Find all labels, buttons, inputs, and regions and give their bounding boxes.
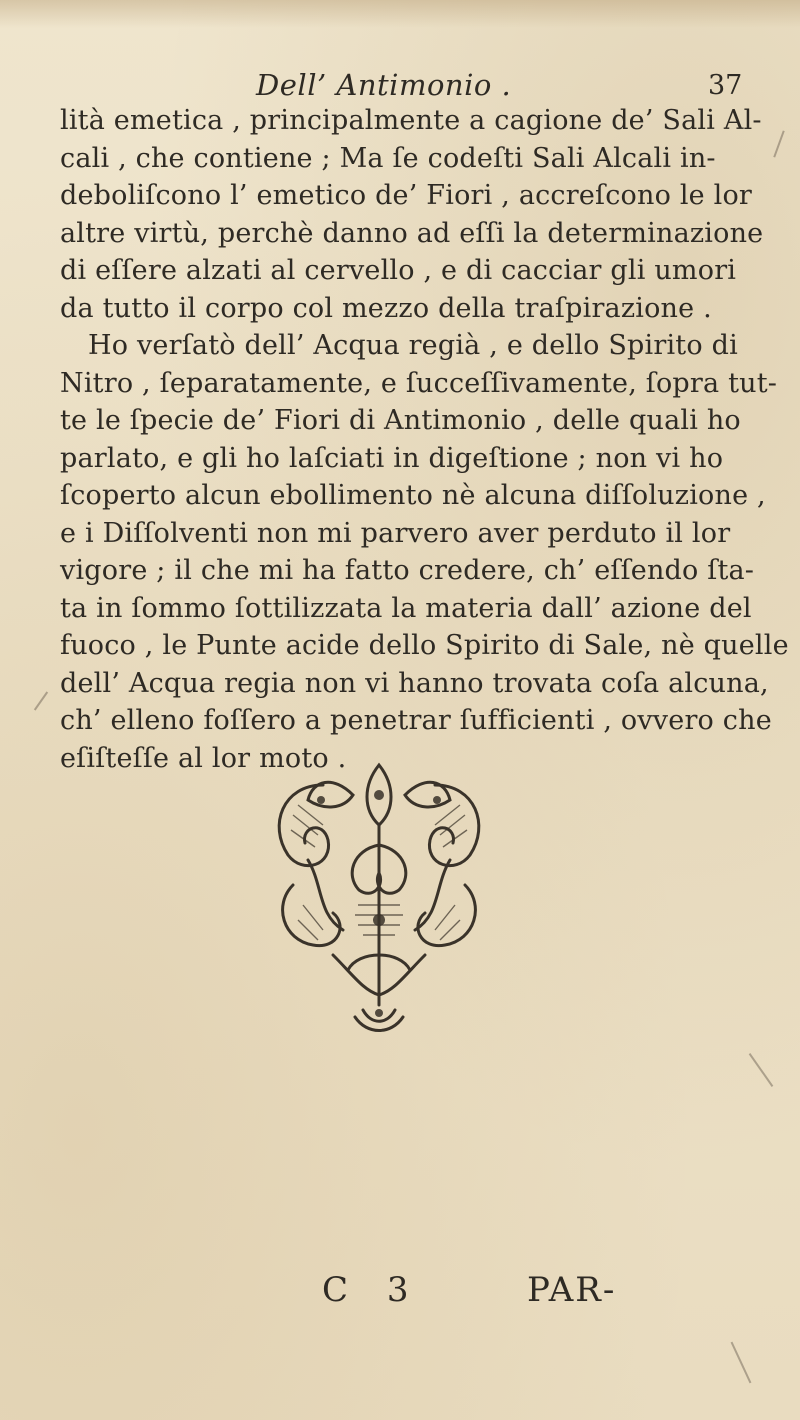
text-line: e i Diſſolventi non mi parvero aver perduto il lor (60, 517, 731, 549)
floral-tailpiece-icon (263, 755, 495, 1037)
running-head: Dell’ Antimonio . (256, 68, 512, 102)
text-line: lità emetica , principalmente a cagione de’ Sali Al- (60, 105, 762, 136)
text-line: dell’ Acqua regia non vi hanno trovata coſa alcuna, (60, 667, 769, 699)
page-edge-stain (0, 0, 800, 28)
margin-scratch (773, 131, 784, 158)
text-line: ta in ſommo ſottilizzata la materia dall’ azione del (60, 592, 752, 624)
text-line: te le ſpecie de’ Fiori di Antimonio , delle quali ho (60, 405, 741, 436)
catchword: PAR- (527, 1270, 617, 1310)
text-line: ſcoperto alcun ebollimento nè alcuna diſſoluzione , (60, 480, 766, 511)
text-line: eſiſteſſe al lor moto . (60, 742, 347, 774)
text-line: Ho verſatò dell’ Acqua regià , e dello Spirito di (88, 330, 738, 361)
text-line: deboliſcono l’ emetico de’ Fiori , accreſcono le lor (60, 180, 753, 211)
signature-mark: C 3 (322, 1270, 423, 1310)
page-header (0, 68, 800, 104)
text-line: di eſſere alzati al cervello , e di cacciar gli umori (60, 255, 737, 286)
body-text (60, 102, 789, 777)
text-line: cali , che contiene ; Ma ſe codeſti Sali Alcali in- (60, 142, 716, 174)
page-number: 37 (708, 70, 743, 101)
text-line: ch’ elleno foſſero a penetrar ſufficienti , ovvero che (60, 705, 772, 736)
text-line: da tutto il corpo col mezzo della traſpirazione . (60, 292, 712, 324)
text-line: altre virtù, perchè danno ad eſſi la determinazione (60, 217, 764, 249)
margin-scratch (749, 1053, 774, 1087)
text-line: vigore ; il che mi ha fatto credere, ch’ eſſendo ſta- (60, 555, 755, 586)
text-line: fuoco , le Punte acide dello Spirito di Sale, nè quelle (60, 630, 789, 661)
margin-scratch (34, 691, 48, 710)
text-line: parlato, e gli ho laſciati in digeſtione ; non vi ho (60, 442, 724, 474)
page-footer (0, 1270, 800, 1320)
text-line: Nitro , ſeparatamente, e ſucceſſivamente, ſopra tut- (60, 367, 778, 399)
margin-scratch (731, 1342, 752, 1384)
